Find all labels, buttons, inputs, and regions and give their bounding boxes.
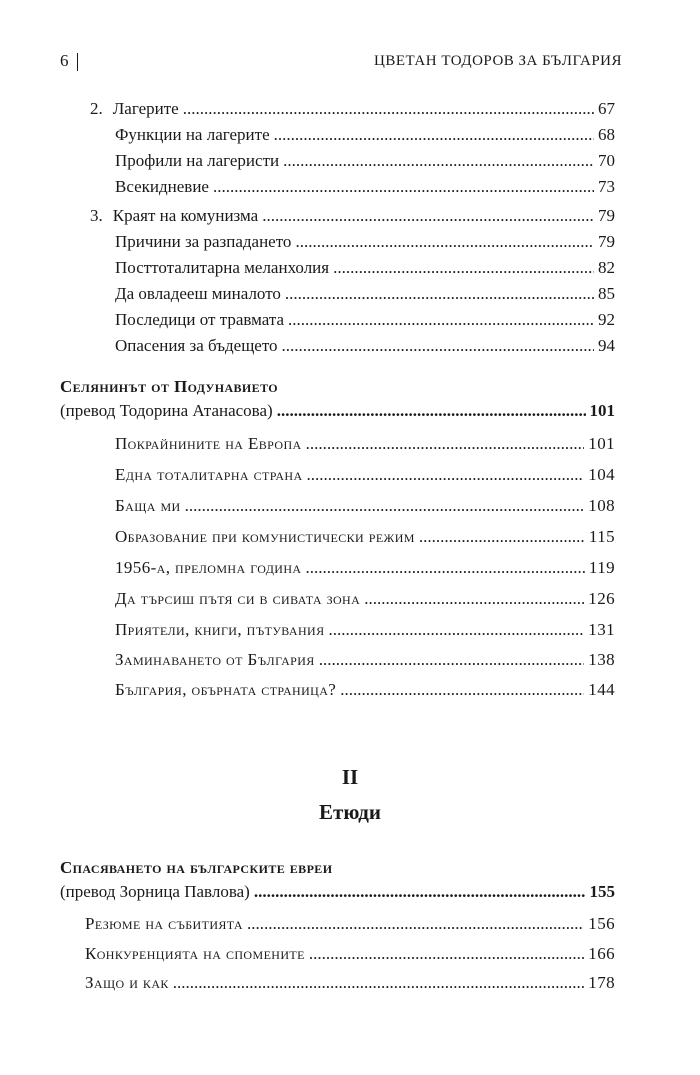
- toc-entry-page: 101: [589, 401, 615, 420]
- toc-entry-page: 92: [598, 310, 615, 329]
- toc-entry[interactable]: [85, 972, 615, 994]
- toc-entry-page: 68: [598, 125, 615, 144]
- toc-entry-label: Да овладееш миналото: [115, 284, 281, 303]
- toc-entry[interactable]: [115, 433, 615, 455]
- toc-entry-page: 119: [588, 558, 615, 577]
- toc-entry-page: 70: [598, 151, 615, 170]
- dot-leader: [328, 619, 584, 641]
- toc-entry-label: Опасения за бъдещето: [115, 336, 278, 355]
- toc-entry-label: Покрайнините на Европа: [115, 434, 302, 453]
- toc-entry-page: 131: [588, 620, 615, 639]
- toc-entry[interactable]: [115, 309, 615, 331]
- toc-entry-page: 166: [588, 944, 615, 963]
- dot-leader: [309, 943, 584, 965]
- toc-entry-label: Заминаването от България: [115, 650, 315, 669]
- toc-entry-label: Причини за разпадането: [115, 232, 292, 251]
- toc-entry-label: Образование при комунистически режим: [115, 527, 415, 546]
- dot-leader: [247, 913, 584, 935]
- toc-entry-section-2[interactable]: [90, 98, 615, 120]
- toc-entry-page: 101: [588, 434, 615, 453]
- toc-entry-label: Приятели, книги, пътувания: [115, 620, 325, 639]
- part-title: Етюди: [319, 800, 381, 824]
- toc-entry-label: Профили на лагеристи: [115, 151, 280, 170]
- toc-entry[interactable]: [115, 649, 615, 671]
- header-divider: [77, 53, 78, 71]
- toc-entry-page: 104: [588, 465, 615, 484]
- essay-title[interactable]: [60, 376, 615, 398]
- page-number: 6: [60, 50, 69, 70]
- running-title: ЦВЕТАН ТОДОРОВ ЗА БЪЛГАРИЯ: [373, 52, 622, 69]
- toc-entry-page: 156: [588, 914, 615, 933]
- toc-entry-page: 144: [588, 680, 615, 699]
- toc-entry-label: Функции на лагерите: [115, 125, 270, 144]
- dot-leader: [306, 557, 585, 579]
- toc-entry[interactable]: [85, 943, 615, 965]
- toc-entry-essay-translator[interactable]: [60, 400, 615, 422]
- toc-entry-label: Баща ми: [115, 496, 181, 515]
- toc-entry[interactable]: [115, 150, 615, 172]
- toc-entry-label: Лагерите: [112, 99, 179, 118]
- toc-entry-page: 67: [598, 99, 615, 118]
- dot-leader: [319, 649, 585, 671]
- dot-leader: [262, 205, 594, 227]
- toc-entry[interactable]: [115, 124, 615, 146]
- toc-entry[interactable]: [115, 526, 615, 548]
- toc-entry[interactable]: [115, 283, 615, 305]
- toc-entry-page: 138: [588, 650, 615, 669]
- toc-entry-page: 108: [588, 496, 615, 515]
- section-number: 2.: [90, 99, 103, 118]
- toc-entry-label: Резюме на събитията: [85, 914, 243, 933]
- dot-leader: [274, 124, 594, 146]
- section-number: 3.: [90, 206, 103, 225]
- toc-entry-page: 73: [598, 177, 615, 196]
- toc-entry-page: 79: [598, 232, 615, 251]
- toc-entry-section-3[interactable]: [90, 205, 615, 227]
- toc-entry-label: България, обърната страница?: [115, 680, 337, 699]
- toc-entry-page: 178: [588, 973, 615, 992]
- translator-credit: (превод Зорница Павлова): [60, 882, 250, 901]
- dot-leader: [307, 464, 585, 486]
- toc-entry[interactable]: [115, 679, 615, 701]
- dot-leader: [277, 400, 586, 422]
- dot-leader: [173, 972, 585, 994]
- dot-leader: [295, 231, 594, 253]
- toc-entry-label: Една тоталитарна страна: [115, 465, 303, 484]
- toc-entry[interactable]: [115, 231, 615, 253]
- dot-leader: [285, 283, 594, 305]
- toc-entry-label: Последици от травмата: [115, 310, 285, 329]
- essay-title-label: Селянинът от Подунавието: [60, 377, 279, 396]
- toc-entry-page: 155: [589, 882, 615, 901]
- dot-leader: [340, 679, 584, 701]
- toc-entry[interactable]: [115, 495, 615, 517]
- toc-entry-label: Всекидневие: [115, 177, 209, 196]
- toc-entry-label: 1956-а, преломна година: [115, 558, 302, 577]
- part-numeral: II: [341, 765, 359, 789]
- running-header: [60, 50, 622, 72]
- dot-leader: [254, 881, 586, 903]
- dot-leader: [283, 150, 594, 172]
- dot-leader: [419, 526, 585, 548]
- toc-entry-essay-translator[interactable]: [60, 881, 615, 903]
- essay-title-label: Спасяването на българските евреи: [60, 858, 333, 877]
- dot-leader: [306, 433, 585, 455]
- dot-leader: [185, 495, 585, 517]
- essay-title[interactable]: [60, 857, 615, 879]
- toc-entry[interactable]: [85, 913, 615, 935]
- toc-entry-label: Посттоталитарна меланхолия: [115, 258, 330, 277]
- dot-leader: [333, 257, 594, 279]
- toc-entry-page: 126: [588, 589, 615, 608]
- dot-leader: [288, 309, 594, 331]
- toc-entry-page: 82: [598, 258, 615, 277]
- toc-entry[interactable]: [115, 557, 615, 579]
- toc-entry-page: 94: [598, 336, 615, 355]
- dot-leader: [282, 335, 594, 357]
- dot-leader: [213, 176, 594, 198]
- toc-entry[interactable]: [115, 335, 615, 357]
- toc-entry[interactable]: [115, 176, 615, 198]
- toc-entry[interactable]: [115, 257, 615, 279]
- dot-leader: [183, 98, 594, 120]
- toc-entry-label: Да търсиш пътя си в сивата зона: [115, 589, 361, 608]
- translator-credit: (превод Тодорина Атанасова): [60, 401, 273, 420]
- page-number-group: [60, 51, 78, 71]
- toc-entry-page: 115: [588, 527, 615, 546]
- toc-entry-label: Краят на комунизма: [112, 206, 259, 225]
- toc-entry-label: Защо и как: [85, 973, 169, 992]
- dot-leader: [364, 588, 584, 610]
- toc-entry-label: Конкуренцията на спомените: [85, 944, 305, 963]
- toc-entry-page: 79: [598, 206, 615, 225]
- toc-entry[interactable]: [115, 619, 615, 641]
- toc-entry[interactable]: [115, 464, 615, 486]
- toc-entry-page: 85: [598, 284, 615, 303]
- toc-entry[interactable]: [115, 588, 615, 610]
